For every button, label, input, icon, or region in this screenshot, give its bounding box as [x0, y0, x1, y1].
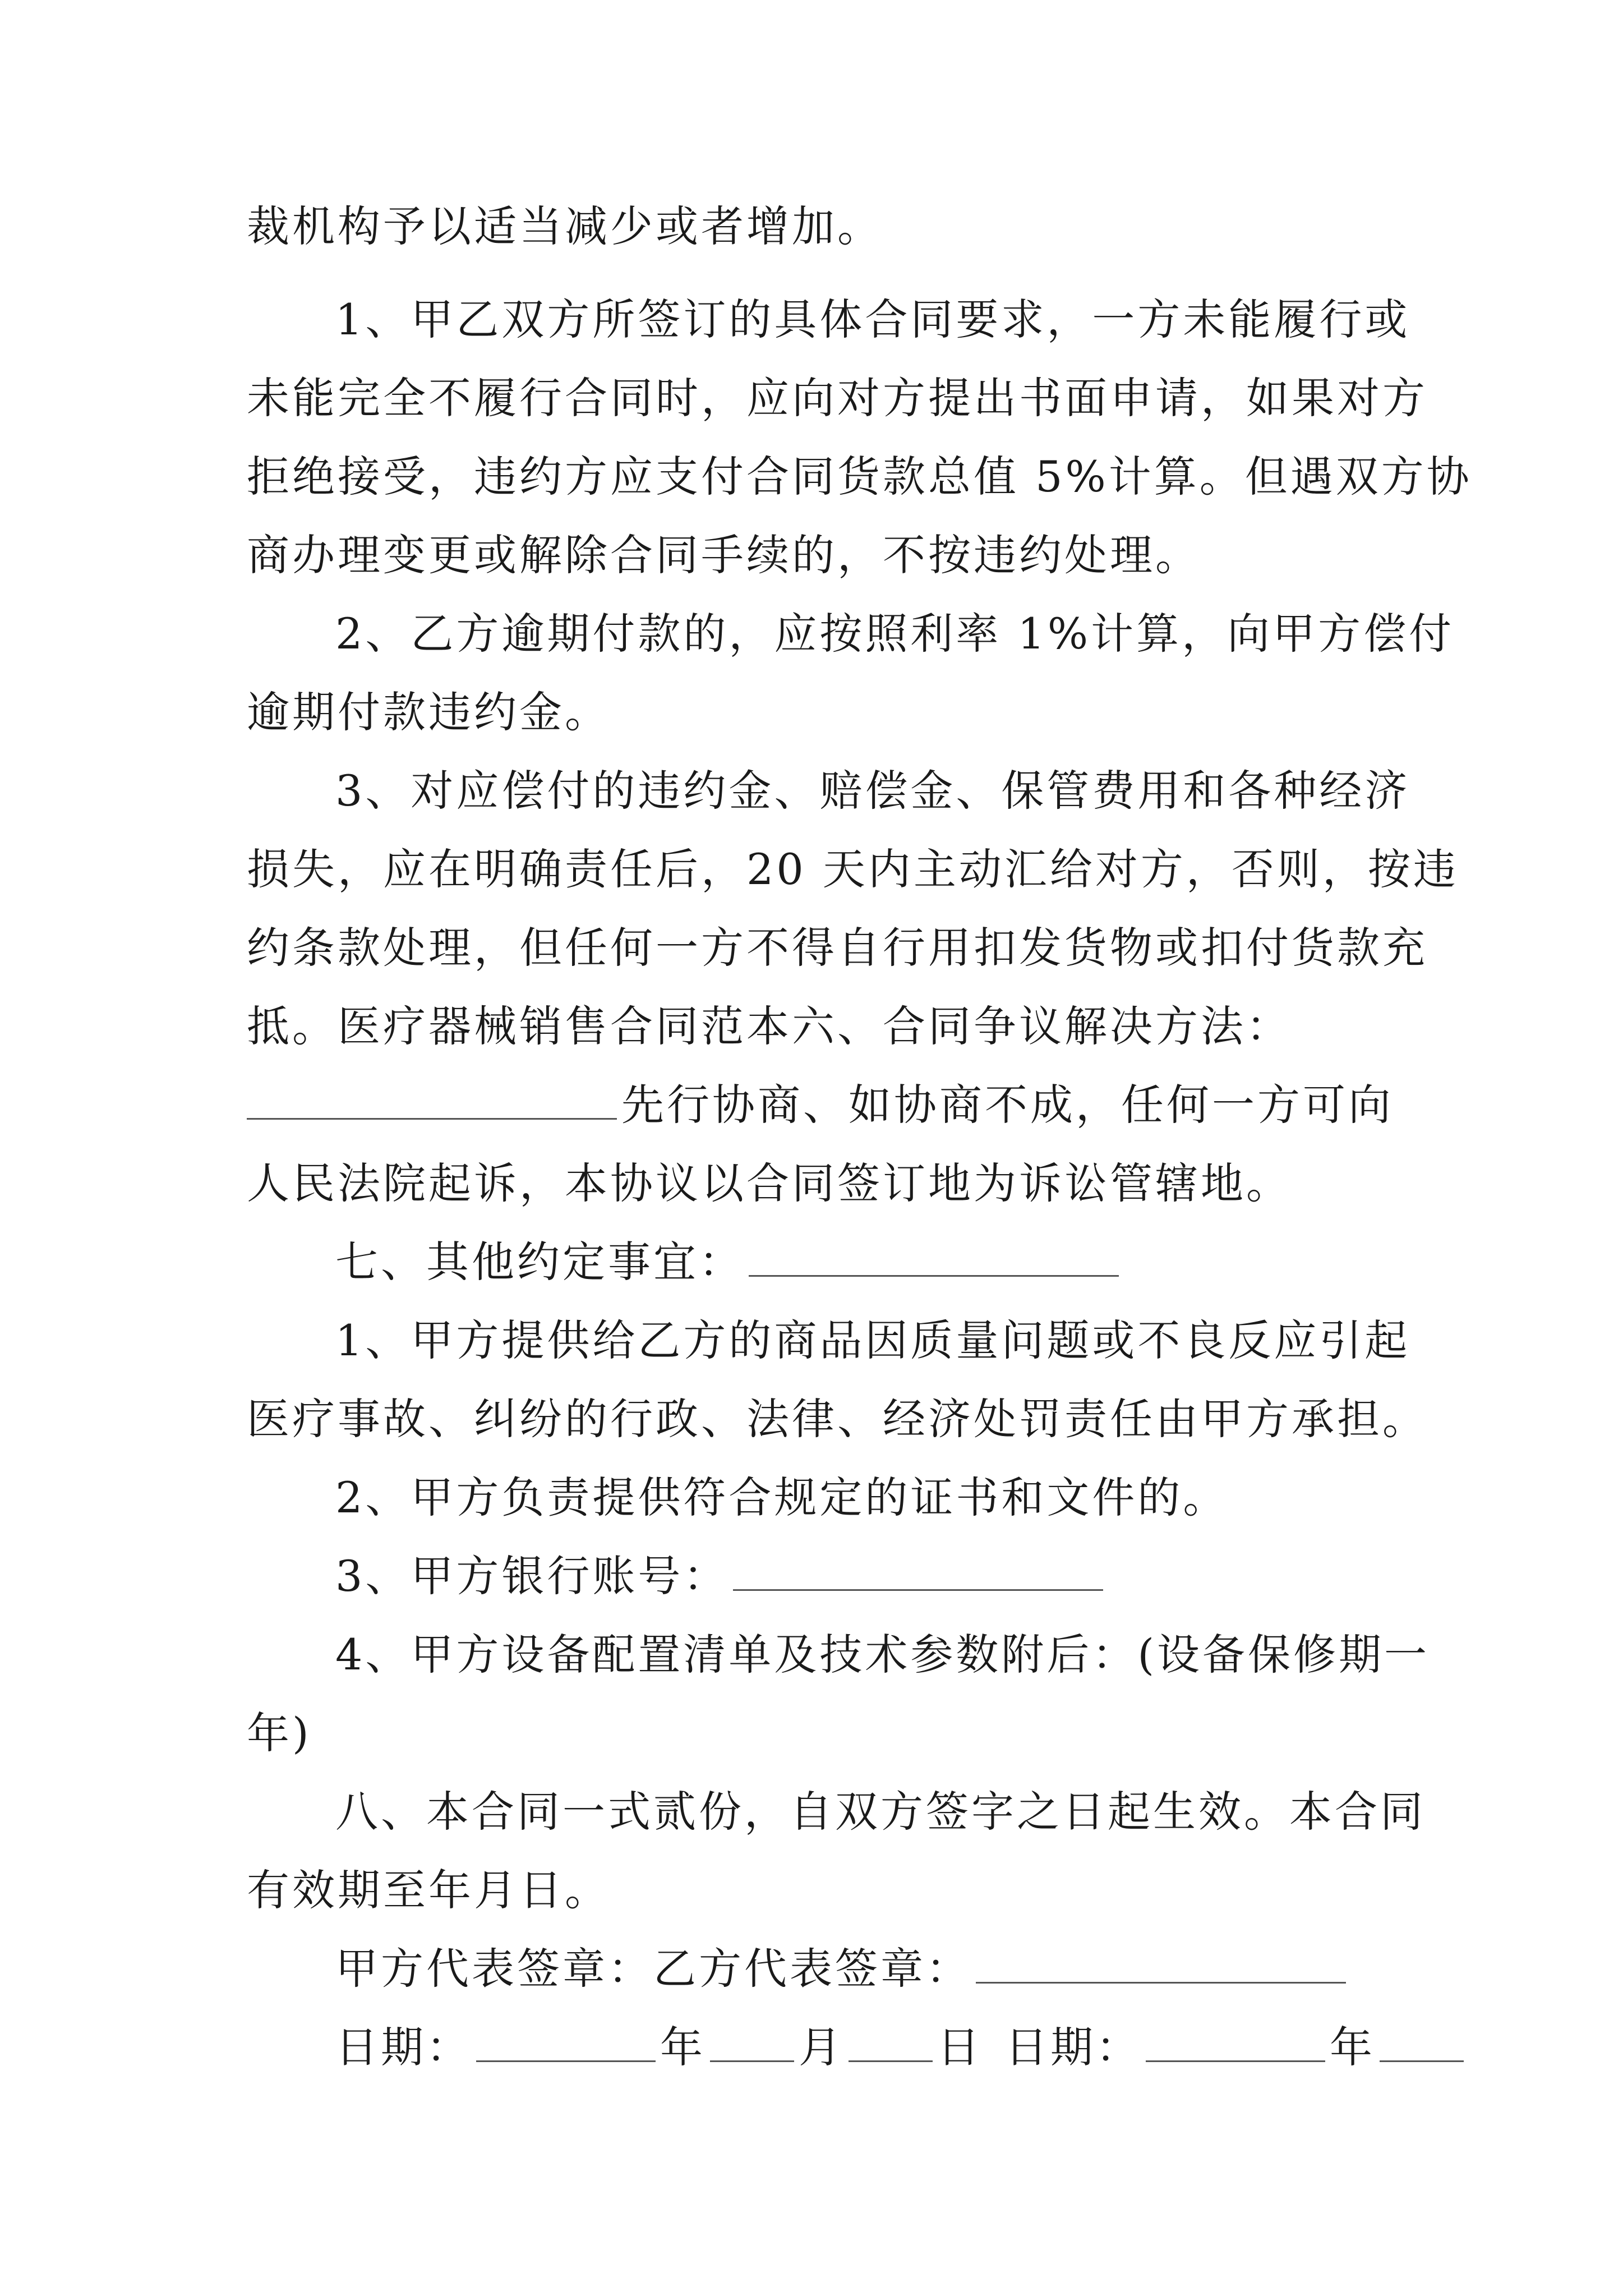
other-4-line: 4、甲方设备配置清单及技术参数附后：(设备保修期一 — [335, 1630, 1430, 1680]
text-line: 损失，应在明确责任后，20 天内主动汇给对方，否则，按违 — [247, 844, 1459, 894]
month-label: 月 — [799, 2022, 844, 2072]
clause-8-line: 八、本合同一式贰份，自双方签字之日起生效。本合同 — [335, 1787, 1426, 1837]
clause-3-line: 3、对应偿付的违约金、赔偿金、保管费用和各种经济 — [335, 766, 1410, 816]
blank-field — [247, 1083, 617, 1120]
text-segment: 3、甲方银行账号： — [335, 1551, 729, 1601]
date-label: 日期： — [335, 2022, 472, 2072]
other-1-line: 1、甲方提供给乙方的商品因质量问题或不良反应引起 — [335, 1315, 1410, 1365]
blank-field — [749, 1240, 1119, 1277]
text-line: 未能完全不履行合同时，应向对方提出书面申请，如果对方 — [247, 373, 1428, 423]
text-line: 逾期付款违约金。 — [247, 687, 610, 737]
dispute-resolution-line — [247, 1077, 1394, 1133]
year-label: 年 — [660, 2022, 706, 2072]
text-line: 有效期至年月日。 — [247, 1865, 610, 1915]
blank-field — [1146, 2026, 1325, 2062]
date-label: 日期： — [1005, 2022, 1141, 2072]
text-segment: 七、其他约定事宜： — [335, 1237, 744, 1287]
text-line: 人民法院起诉，本协议以合同签订地为诉讼管辖地。 — [247, 1158, 1292, 1208]
year-label: 年 — [1330, 2022, 1375, 2072]
blank-field — [976, 1947, 1346, 1984]
signature-line — [335, 1941, 1350, 1997]
text-segment: 先行协商、如协商不成，任何一方可向 — [621, 1080, 1394, 1130]
text-line: 约条款处理，但任何一方不得自行用扣发货物或扣付货款充 — [247, 923, 1428, 973]
clause-2-line: 2、乙方逾期付款的，应按照利率 1%计算，向甲方偿付 — [335, 609, 1455, 659]
bank-account-line — [335, 1548, 1108, 1604]
blank-field — [476, 2026, 656, 2062]
text-line: 拒绝接受，违约方应支付合同货款总值 5%计算。但遇双方协 — [247, 452, 1472, 501]
other-2-line: 2、甲方负责提供符合规定的证书和文件的。 — [335, 1473, 1229, 1522]
text-line: 抵。医疗器械销售合同范本六、合同争议解决方法： — [247, 1001, 1292, 1051]
text-segment: 甲方代表签章：乙方代表签章： — [335, 1944, 971, 1994]
day-label: 日 — [937, 2022, 983, 2072]
blank-field — [733, 1554, 1103, 1591]
text-line: 医疗事故、纠纷的行政、法律、经济处罚责任由甲方承担。 — [247, 1394, 1428, 1444]
text-line: 裁机构予以适当减少或者增加。 — [247, 201, 883, 251]
blank-field — [710, 2026, 794, 2062]
text-line: 年) — [247, 1708, 312, 1758]
date-line — [335, 2019, 1468, 2076]
blank-field — [1380, 2026, 1464, 2062]
blank-field — [849, 2026, 933, 2062]
text-line: 商办理变更或解除合同手续的，不按违约处理。 — [247, 530, 1201, 580]
clause-1-line: 1、甲乙双方所签订的具体合同要求，一方未能履行或 — [335, 295, 1410, 344]
other-matters-line — [335, 1234, 1123, 1290]
